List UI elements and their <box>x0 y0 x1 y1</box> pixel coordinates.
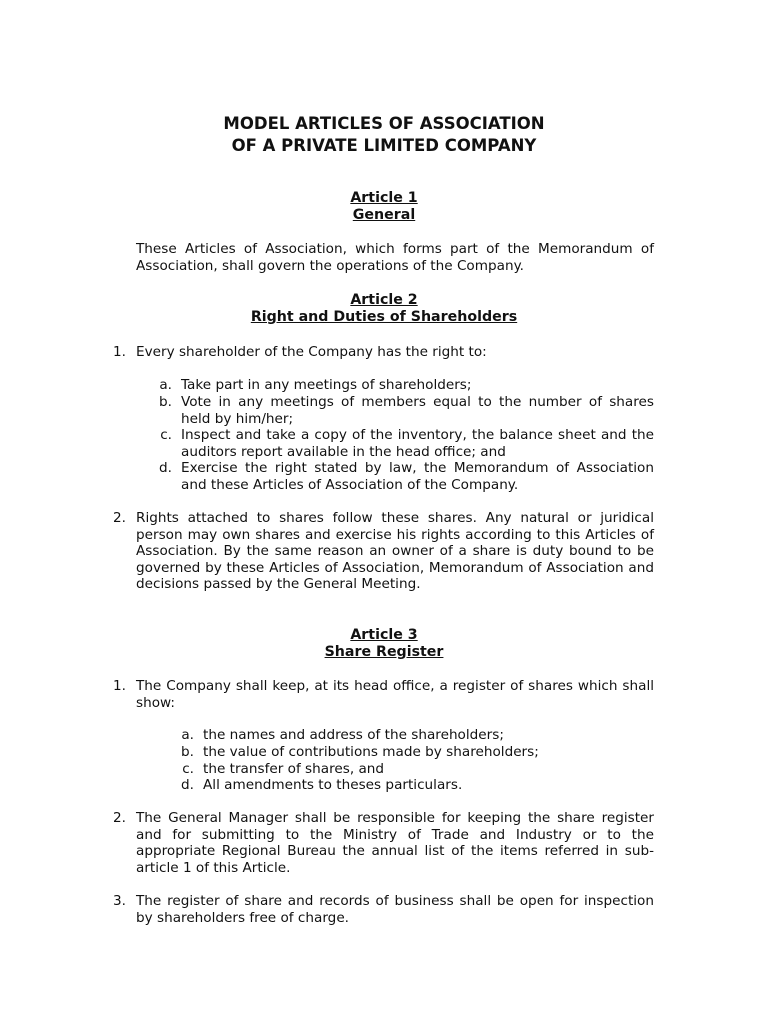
list-item-marker: 1. <box>113 678 126 694</box>
sub-list-item <box>145 394 654 427</box>
sub-list-item-marker: a. <box>181 727 194 743</box>
list-item-marker: 2. <box>113 510 126 526</box>
article-3-number: Article 3 <box>350 627 418 643</box>
list-item <box>100 678 654 711</box>
sub-list-item-marker: b. <box>181 744 194 760</box>
list-item-text: Every shareholder of the Company has the right to: <box>136 344 487 360</box>
sub-list-item-marker: a. <box>159 377 172 393</box>
article-2-title: Right and Duties of Shareholders <box>250 309 518 325</box>
list-item-marker: 3. <box>113 893 126 909</box>
sub-list-item-text: Take part in any meetings of shareholders; <box>181 377 472 393</box>
sub-list-item-text: the names and address of the shareholders; <box>203 727 504 743</box>
document-title <box>0 113 768 157</box>
sub-list-item <box>167 744 587 761</box>
sub-list-item-marker: d. <box>159 460 172 476</box>
sub-list-item-marker: d. <box>181 777 194 793</box>
list-item-text: Rights attached to shares follow these shares. Any natural or juridical person may own shares and exercise his rights according to this Articles of Association. By the same reason an owner of a share is duty bound to be governed by these Articles of Association, Memorandum of Association and decisions passed by the General Meeting. <box>136 510 654 593</box>
sub-list-item-marker: c. <box>182 761 194 777</box>
title-line-2: OF A PRIVATE LIMITED COMPANY <box>231 136 537 155</box>
article-1-heading <box>0 190 768 224</box>
sub-list-item-text: All amendments to theses particulars. <box>203 777 463 793</box>
list-item <box>100 810 654 876</box>
sub-list-item-text: Vote in any meetings of members equal to the number of shares held by him/her; <box>181 394 654 427</box>
sub-list-item-text: Inspect and take a copy of the inventory, the balance sheet and the auditors report available in the head office; and <box>181 427 654 460</box>
list-item <box>100 893 654 926</box>
list-item <box>100 510 654 593</box>
sub-list-item-text: the value of contributions made by shareholders; <box>203 744 539 760</box>
title-line-1: MODEL ARTICLES OF ASSOCIATION <box>223 114 545 133</box>
article-3-title: Share Register <box>324 644 444 660</box>
list-item-marker: 1. <box>113 344 126 360</box>
list-item-text: The Company shall keep, at its head office, a register of shares which shall show: <box>136 678 654 711</box>
sub-list-item-text: Exercise the right stated by law, the Memorandum of Association and these Articles of Association of the Company. <box>181 460 654 493</box>
article-2-number: Article 2 <box>350 292 418 308</box>
list-item-text: The General Manager shall be responsible for keeping the share register and for submitting to the Ministry of Trade and Industry or to the appropriate Regional Bureau the annual list of the items referred in sub-article 1 of this Article. <box>136 810 654 876</box>
sub-list-item <box>145 427 654 460</box>
sub-list-item <box>145 460 654 493</box>
article-1-paragraph: These Articles of Association, which forms part of the Memorandum of Association, shall govern the operations of the Company. <box>136 241 654 274</box>
article-3-heading <box>0 627 768 661</box>
sub-list-item-text: the transfer of shares, and <box>203 761 385 777</box>
sub-list-item-marker: b. <box>159 394 172 410</box>
sub-list-item <box>167 777 587 794</box>
sub-list-item <box>167 761 587 778</box>
article-2-heading <box>0 292 768 326</box>
sub-list-item-marker: c. <box>160 427 172 443</box>
list-item <box>100 344 654 361</box>
article-1-title: General <box>352 207 416 223</box>
sub-list-item <box>145 377 654 394</box>
article-1-number: Article 1 <box>350 190 418 206</box>
list-item-text: The register of share and records of business shall be open for inspection by shareholders free of charge. <box>136 893 654 926</box>
list-item-marker: 2. <box>113 810 126 826</box>
sub-list-item <box>167 727 587 744</box>
